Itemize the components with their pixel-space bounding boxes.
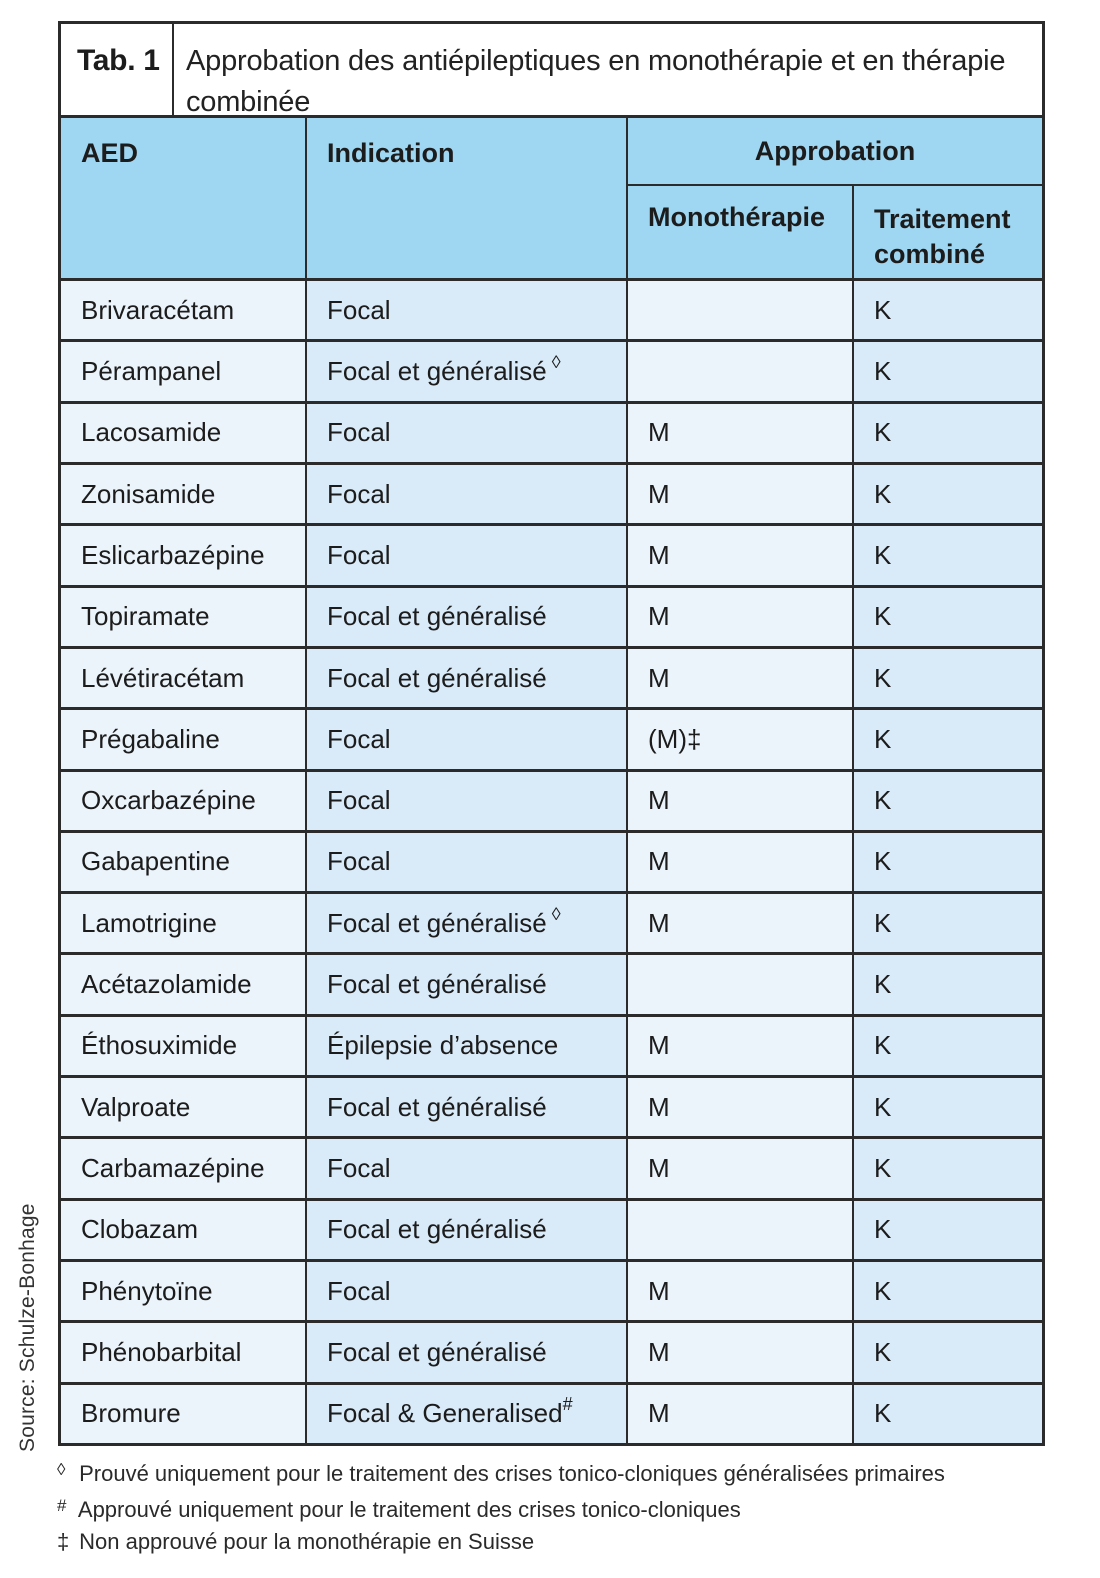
footnote-marker: ◊: [551, 351, 561, 372]
cell-combined: K: [854, 710, 1042, 768]
cell-aed-name: Carbamazépine: [61, 1139, 307, 1197]
cell-indication: Focal et généralisé: [307, 1323, 628, 1381]
table-row: [61, 1078, 1042, 1139]
cell-aed-name: Valproate: [61, 1078, 307, 1136]
cell-indication: Focal: [307, 772, 628, 830]
footnote-marker: ◊: [57, 1460, 66, 1479]
cell-combined: K: [854, 526, 1042, 584]
cell-aed-name: Bromure: [61, 1385, 307, 1443]
cell-monotherapy: M: [628, 1139, 854, 1197]
table-title: Approbation des antiépileptiques en monothérapie et en thérapie combinée: [186, 45, 1006, 118]
cell-combined: K: [854, 772, 1042, 830]
cell-indication: Focal et généralisé ◊: [307, 894, 628, 952]
cell-indication: Focal: [307, 526, 628, 584]
cell-monotherapy: [628, 342, 854, 400]
table-body: [61, 281, 1042, 1443]
cell-indication: Focal et généralisé: [307, 1078, 628, 1136]
cell-combined: K: [854, 465, 1042, 523]
cell-aed-name: Lacosamide: [61, 404, 307, 462]
cell-combined: K: [854, 588, 1042, 646]
cell-aed-name: Lamotrigine: [61, 894, 307, 952]
cell-monotherapy: M: [628, 1078, 854, 1136]
cell-indication: Focal: [307, 1262, 628, 1320]
cell-monotherapy: [628, 955, 854, 1013]
footnote-text: Non approuvé pour la monothérapie en Suisse: [73, 1529, 535, 1554]
cell-monotherapy: M: [628, 894, 854, 952]
cell-indication: Focal et généralisé ◊: [307, 342, 628, 400]
table-row: [61, 1017, 1042, 1078]
table-row: [61, 772, 1042, 833]
cell-aed-name: Acétazolamide: [61, 955, 307, 1013]
table-row: [61, 1385, 1042, 1443]
table-row: [61, 710, 1042, 771]
column-header-indication: Indication: [307, 118, 628, 278]
cell-indication: Focal: [307, 465, 628, 523]
cell-combined: K: [854, 1078, 1042, 1136]
footnote-line: [57, 1530, 945, 1553]
cell-indication: Focal et généralisé: [307, 588, 628, 646]
footnote-marker: ◊: [551, 903, 561, 924]
cell-monotherapy: M: [628, 649, 854, 707]
cell-indication: Focal: [307, 1139, 628, 1197]
cell-monotherapy: M: [628, 1323, 854, 1381]
cell-combined: K: [854, 281, 1042, 339]
table-row: [61, 588, 1042, 649]
cell-combined: K: [854, 1017, 1042, 1075]
cell-monotherapy: M: [628, 526, 854, 584]
column-group-approbation: [628, 118, 1042, 278]
cell-aed-name: Topiramate: [61, 588, 307, 646]
table-row: [61, 894, 1042, 955]
cell-aed-name: Pérampanel: [61, 342, 307, 400]
cell-combined: K: [854, 833, 1042, 891]
cell-aed-name: Gabapentine: [61, 833, 307, 891]
cell-monotherapy: [628, 281, 854, 339]
column-header-aed: AED: [61, 118, 307, 278]
footnote-marker: #: [57, 1496, 67, 1515]
cell-monotherapy: M: [628, 1262, 854, 1320]
cell-indication: Focal & Generalised #: [307, 1385, 628, 1443]
table-title-row: [61, 24, 1042, 118]
cell-monotherapy: [628, 1201, 854, 1259]
table-row: [61, 833, 1042, 894]
cell-indication: Focal: [307, 281, 628, 339]
table-row: [61, 1139, 1042, 1200]
table-row: [61, 1262, 1042, 1323]
cell-indication: Focal: [307, 404, 628, 462]
cell-combined: K: [854, 404, 1042, 462]
cell-aed-name: Éthosuximide: [61, 1017, 307, 1075]
source-credit: Source: Schulze-Bonhage: [16, 1203, 39, 1452]
cell-aed-name: Phénobarbital: [61, 1323, 307, 1381]
table-row: [61, 955, 1042, 1016]
cell-indication: Focal: [307, 710, 628, 768]
cell-monotherapy: M: [628, 772, 854, 830]
cell-indication: Focal et généralisé: [307, 955, 628, 1013]
footnote-line: [57, 1494, 945, 1521]
table-row: [61, 404, 1042, 465]
cell-monotherapy: M: [628, 833, 854, 891]
table-row: [61, 342, 1042, 403]
table-header-row: [61, 118, 1042, 281]
column-header-approbation: Approbation: [628, 118, 1042, 186]
cell-monotherapy: M: [628, 404, 854, 462]
cell-indication: Focal et généralisé: [307, 649, 628, 707]
cell-monotherapy: M: [628, 588, 854, 646]
approbation-subheaders: [628, 186, 1042, 278]
cell-aed-name: Zonisamide: [61, 465, 307, 523]
column-header-combined: Traitement combiné: [874, 204, 1011, 269]
column-header-monotherapy: Monothérapie: [628, 186, 854, 278]
table-number-label: Tab. 1: [61, 24, 174, 115]
cell-combined: K: [854, 955, 1042, 1013]
cell-combined: K: [854, 894, 1042, 952]
cell-combined: K: [854, 1139, 1042, 1197]
cell-monotherapy: M: [628, 1385, 854, 1443]
footnote-marker: ‡: [57, 1529, 70, 1554]
table-row: [61, 281, 1042, 342]
footnote-text: Approuvé uniquement pour le traitement des crises tonico-cloniques: [73, 1497, 741, 1522]
cell-aed-name: Prégabaline: [61, 710, 307, 768]
cell-indication: Focal et généralisé: [307, 1201, 628, 1259]
cell-monotherapy: M: [628, 1017, 854, 1075]
cell-combined: K: [854, 649, 1042, 707]
cell-aed-name: Eslicarbazépine: [61, 526, 307, 584]
footnotes: [57, 1458, 945, 1562]
table-row: [61, 1323, 1042, 1384]
cell-aed-name: Oxcarbazépine: [61, 772, 307, 830]
footnote-line: [57, 1458, 945, 1485]
cell-indication: Focal: [307, 833, 628, 891]
cell-aed-name: Phénytoïne: [61, 1262, 307, 1320]
footnote-text: Prouvé uniquement pour le traitement des crises tonico-cloniques généralisées primaires: [73, 1461, 945, 1486]
table-row: [61, 465, 1042, 526]
cell-combined: K: [854, 1323, 1042, 1381]
cell-indication: Épilepsie d’absence: [307, 1017, 628, 1075]
table-row: [61, 649, 1042, 710]
cell-monotherapy: M: [628, 465, 854, 523]
cell-combined: K: [854, 342, 1042, 400]
cell-combined: K: [854, 1201, 1042, 1259]
cell-combined: K: [854, 1385, 1042, 1443]
cell-aed-name: Lévétiracétam: [61, 649, 307, 707]
cell-aed-name: Brivaracétam: [61, 281, 307, 339]
cell-monotherapy: (M)‡: [628, 710, 854, 768]
cell-combined: K: [854, 1262, 1042, 1320]
footnote-marker: #: [562, 1394, 573, 1415]
cell-aed-name: Clobazam: [61, 1201, 307, 1259]
approval-table: [58, 21, 1045, 1446]
table-row: [61, 1201, 1042, 1262]
table-row: [61, 526, 1042, 587]
